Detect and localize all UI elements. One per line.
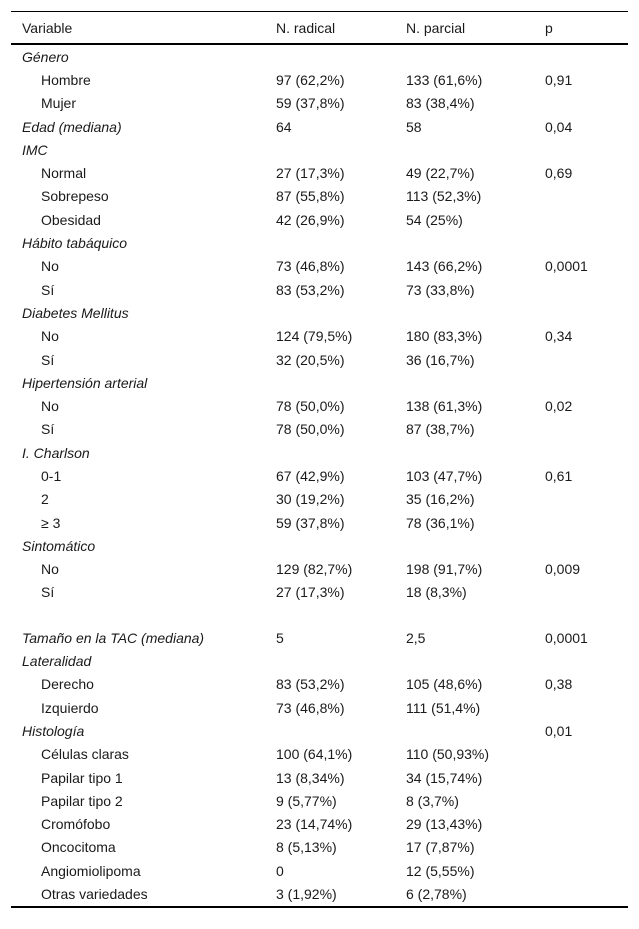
variable-cell: Obesidad — [41, 211, 101, 228]
parcial-cell: 54 (25%) — [406, 211, 463, 228]
parcial-cell — [395, 44, 534, 68]
radical-cell: 97 (62,2%) — [276, 71, 345, 88]
radical-cell: 42 (26,9%) — [276, 211, 345, 228]
p-value-cell: 0,01 — [545, 722, 573, 739]
parcial-cell — [395, 719, 534, 742]
parcial-cell — [395, 649, 534, 672]
radical-cell — [265, 441, 395, 464]
table-row — [11, 278, 628, 301]
radical-cell: 8 (5,13%) — [276, 839, 337, 856]
table-row — [11, 348, 628, 371]
table-row — [11, 558, 628, 581]
variable-cell: Sí — [41, 584, 55, 601]
p-value-cell: 0,0001 — [545, 629, 588, 646]
table-row — [11, 696, 628, 719]
results-table — [11, 11, 628, 908]
variable-cell: Cromófobo — [41, 816, 111, 833]
variable-cell: Sobrepeso — [41, 188, 109, 205]
radical-cell: 30 (19,2%) — [276, 491, 345, 508]
p-value-cell — [534, 743, 628, 766]
radical-cell — [265, 44, 395, 68]
radical-cell: 3 (1,92%) — [265, 882, 395, 907]
parcial-cell: 133 (61,6%) — [406, 71, 483, 88]
parcial-cell: 110 (50,93%) — [406, 746, 490, 763]
p-value-cell: 0,38 — [545, 676, 573, 693]
variable-cell: Diabetes Mellitus — [22, 304, 129, 321]
table-row — [11, 488, 628, 511]
category-row — [11, 138, 628, 161]
radical-cell: 27 (17,3%) — [276, 584, 345, 601]
p-value-cell — [534, 649, 628, 672]
table-row — [11, 859, 628, 882]
p-value-cell — [534, 859, 628, 882]
radical-cell — [265, 371, 395, 394]
p-value-cell — [534, 92, 628, 115]
variable-cell: Sí — [41, 351, 55, 368]
table-row — [11, 882, 628, 907]
p-value-cell — [534, 534, 628, 557]
parcial-cell — [395, 534, 534, 557]
parcial-cell — [395, 604, 534, 626]
p-value-cell — [534, 882, 628, 907]
variable-cell: No — [41, 328, 59, 345]
header-radical: N. radical — [265, 12, 395, 45]
p-value-cell — [534, 441, 628, 464]
category-row — [11, 371, 628, 394]
p-value-cell: 0,34 — [545, 328, 573, 345]
radical-cell: 5 — [276, 629, 284, 646]
radical-cell: 73 (46,8%) — [276, 699, 345, 716]
header-parcial: N. parcial — [395, 12, 534, 45]
radical-cell: 67 (42,9%) — [276, 467, 345, 484]
category-row — [11, 301, 628, 324]
radical-cell: 59 (37,8%) — [276, 95, 345, 112]
parcial-cell: 87 (38,7%) — [406, 421, 475, 438]
p-value-cell: 0,04 — [545, 118, 573, 135]
p-value-cell — [534, 348, 628, 371]
variable-cell: Edad (mediana) — [22, 118, 122, 135]
category-row — [11, 626, 628, 649]
variable-cell: Tamaño en la TAC (mediana) — [22, 629, 205, 646]
variable-cell: Hombre — [41, 71, 91, 88]
p-value-cell — [534, 581, 628, 604]
table-row — [11, 208, 628, 231]
parcial-cell: 49 (22,7%) — [406, 165, 475, 182]
radical-cell: 124 (79,5%) — [276, 328, 353, 345]
table-row — [11, 766, 628, 789]
radical-cell: 78 (50,0%) — [276, 398, 345, 415]
table-row — [11, 743, 628, 766]
parcial-cell: 105 (48,6%) — [406, 676, 483, 693]
variable-cell: Mujer — [41, 95, 77, 112]
spacer-row — [11, 604, 628, 626]
variable-cell: IMC — [22, 141, 48, 158]
p-value-cell — [534, 813, 628, 836]
category-row — [11, 534, 628, 557]
parcial-cell: 180 (83,3%) — [406, 328, 483, 345]
parcial-cell: 198 (91,7%) — [406, 561, 483, 578]
category-row — [11, 441, 628, 464]
table-row — [11, 255, 628, 278]
parcial-cell: 103 (47,7%) — [406, 467, 483, 484]
parcial-cell: 2,5 — [406, 629, 426, 646]
variable-cell: 2 — [41, 491, 49, 508]
p-value-cell — [534, 185, 628, 208]
category-row — [11, 649, 628, 672]
parcial-cell: 111 (51,4%) — [406, 699, 481, 716]
table-row — [11, 511, 628, 534]
p-value-cell — [534, 511, 628, 534]
parcial-cell: 8 (3,7%) — [406, 792, 459, 809]
parcial-cell — [395, 371, 534, 394]
variable-cell: Género — [22, 48, 69, 65]
p-value-cell — [534, 766, 628, 789]
variable-cell: Células claras — [41, 746, 129, 763]
variable-cell: Sí — [41, 421, 55, 438]
variable-cell — [11, 604, 265, 626]
variable-cell: Izquierdo — [41, 699, 99, 716]
p-value-cell: 0,69 — [545, 165, 573, 182]
parcial-cell — [395, 138, 534, 161]
parcial-cell: 6 (2,78%) — [395, 882, 534, 907]
p-value-cell — [534, 696, 628, 719]
table-row — [11, 325, 628, 348]
radical-cell: 73 (46,8%) — [276, 258, 345, 275]
variable-cell: Hipertensión arterial — [22, 374, 148, 391]
variable-cell: Hábito tabáquico — [22, 235, 128, 252]
parcial-cell: 58 — [406, 118, 422, 135]
p-value-cell: 0,009 — [545, 561, 581, 578]
variable-cell: 0-1 — [41, 467, 62, 484]
radical-cell: 64 — [276, 118, 292, 135]
radical-cell: 78 (50,0%) — [276, 421, 345, 438]
variable-cell: Histología — [22, 722, 85, 739]
radical-cell: 27 (17,3%) — [276, 165, 345, 182]
variable-cell: Derecho — [41, 676, 94, 693]
variable-cell: Papilar tipo 1 — [41, 769, 123, 786]
radical-cell: 32 (20,5%) — [276, 351, 345, 368]
parcial-cell — [395, 231, 534, 254]
parcial-cell: 12 (5,55%) — [406, 862, 475, 879]
p-value-cell — [534, 301, 628, 324]
radical-cell: 59 (37,8%) — [276, 514, 345, 531]
radical-cell: 129 (82,7%) — [276, 561, 353, 578]
variable-cell: I. Charlson — [22, 444, 90, 461]
table-row — [11, 813, 628, 836]
variable-cell: Lateralidad — [22, 653, 92, 670]
results-table-container — [11, 11, 628, 908]
p-value-cell — [534, 488, 628, 511]
table-row — [11, 185, 628, 208]
category-row — [11, 231, 628, 254]
radical-cell: 13 (8,34%) — [276, 769, 345, 786]
parcial-cell: 83 (38,4%) — [406, 95, 475, 112]
radical-cell: 0 — [276, 862, 284, 879]
table-row — [11, 464, 628, 487]
header-variable: Variable — [11, 12, 265, 45]
radical-cell — [265, 231, 395, 254]
parcial-cell: 113 (52,3%) — [406, 188, 482, 205]
parcial-cell — [395, 441, 534, 464]
header-row — [11, 12, 628, 45]
table-header — [11, 12, 628, 45]
radical-cell — [265, 604, 395, 626]
table-row — [11, 418, 628, 441]
radical-cell: 83 (53,2%) — [276, 676, 345, 693]
variable-cell: Sí — [41, 281, 55, 298]
variable-cell: No — [41, 398, 59, 415]
p-value-cell — [534, 278, 628, 301]
radical-cell: 83 (53,2%) — [276, 281, 345, 298]
p-value-cell — [534, 789, 628, 812]
radical-cell: 87 (55,8%) — [276, 188, 345, 205]
p-value-cell — [534, 138, 628, 161]
p-value-cell — [534, 418, 628, 441]
p-value-cell: 0,91 — [545, 71, 573, 88]
p-value-cell — [534, 836, 628, 859]
parcial-cell: 29 (13,43%) — [406, 816, 483, 833]
p-value-cell — [534, 371, 628, 394]
variable-cell: No — [41, 258, 59, 275]
table-row — [11, 68, 628, 91]
p-value-cell — [534, 231, 628, 254]
radical-cell: 100 (64,1%) — [276, 746, 353, 763]
variable-cell: Sintomático — [22, 537, 96, 554]
radical-cell — [265, 534, 395, 557]
parcial-cell: 78 (36,1%) — [406, 514, 475, 531]
p-value-cell — [534, 44, 628, 68]
table-body — [11, 44, 628, 907]
p-value-cell: 0,02 — [545, 398, 573, 415]
table-row — [11, 394, 628, 417]
variable-cell: Oncocitoma — [41, 839, 116, 856]
parcial-cell: 143 (66,2%) — [406, 258, 483, 275]
radical-cell — [265, 138, 395, 161]
radical-cell: 23 (14,74%) — [276, 816, 353, 833]
variable-cell: Normal — [41, 165, 87, 182]
radical-cell: 9 (5,77%) — [276, 792, 337, 809]
parcial-cell: 34 (15,74%) — [406, 769, 483, 786]
table-row — [11, 92, 628, 115]
p-value-cell: 0,0001 — [545, 258, 588, 275]
parcial-cell — [395, 301, 534, 324]
table-row — [11, 789, 628, 812]
parcial-cell: 17 (7,87%) — [406, 839, 475, 856]
parcial-cell: 35 (16,2%) — [406, 491, 475, 508]
variable-cell: ≥ 3 — [41, 514, 61, 531]
table-row — [11, 161, 628, 184]
p-value-cell — [534, 604, 628, 626]
table-row — [11, 836, 628, 859]
radical-cell — [265, 649, 395, 672]
variable-cell: Angiomiolipoma — [41, 862, 141, 879]
radical-cell — [265, 719, 395, 742]
variable-cell: Otras variedades — [11, 882, 265, 907]
category-row — [11, 719, 628, 742]
p-value-cell: 0,61 — [545, 467, 573, 484]
category-row — [11, 44, 628, 68]
parcial-cell: 138 (61,3%) — [406, 398, 483, 415]
variable-cell: No — [41, 561, 59, 578]
parcial-cell: 18 (8,3%) — [406, 584, 467, 601]
table-row — [11, 673, 628, 696]
variable-cell: Papilar tipo 2 — [41, 792, 123, 809]
parcial-cell: 36 (16,7%) — [406, 351, 475, 368]
header-p: p — [534, 12, 628, 45]
radical-cell — [265, 301, 395, 324]
parcial-cell: 73 (33,8%) — [406, 281, 475, 298]
category-row — [11, 115, 628, 138]
table-row — [11, 581, 628, 604]
p-value-cell — [534, 208, 628, 231]
